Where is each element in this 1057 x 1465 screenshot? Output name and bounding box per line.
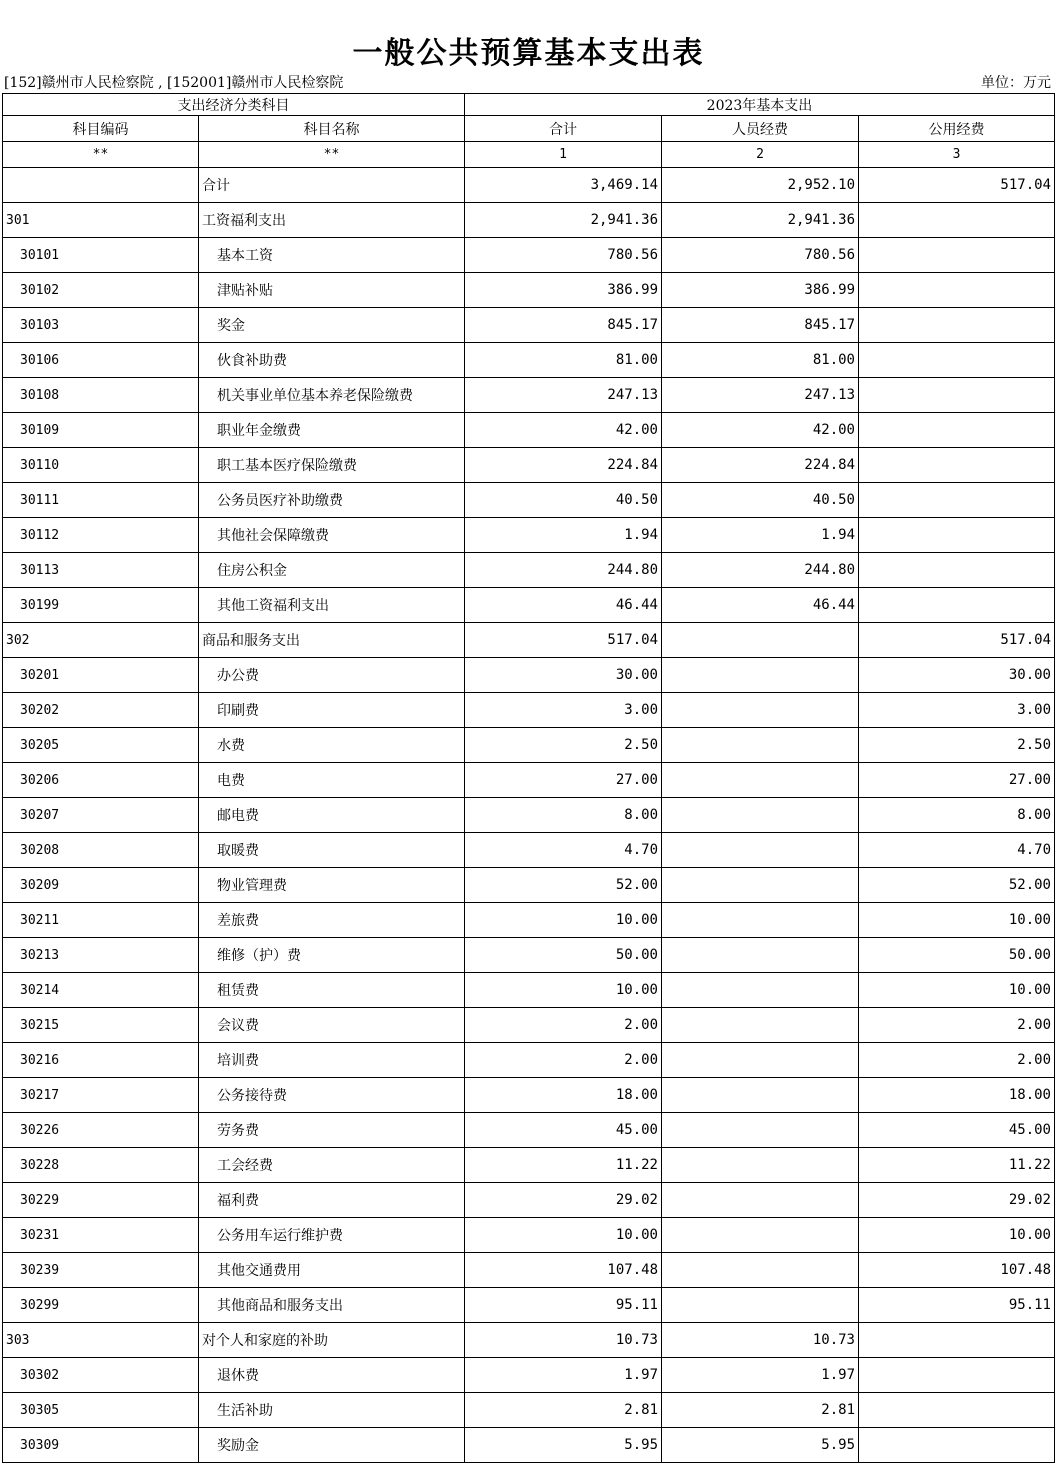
table-row [3,1113,1055,1148]
cell-total: 247.13 [465,378,662,413]
table-row [3,238,1055,273]
cell-total: 27.00 [465,763,662,798]
cell-public [859,273,1055,308]
table-row [3,938,1055,973]
cell-total: 4.70 [465,833,662,868]
cell-code: 30213 [3,938,199,973]
cell-name: 办公费 [199,658,465,693]
cell-code: 30109 [3,413,199,448]
cell-name: 机关事业单位基本养老保险缴费 [199,378,465,413]
cell-public [859,1358,1055,1393]
header-group-basic-expense: 2023年基本支出 [465,94,1055,116]
cell-name: 奖励金 [199,1428,465,1463]
header-total: 合计 [465,116,662,142]
table-row [3,1148,1055,1183]
cell-name: 工会经费 [199,1148,465,1183]
cell-name: 电费 [199,763,465,798]
table-row [3,518,1055,553]
table-row [3,483,1055,518]
table-row [3,1253,1055,1288]
cell-code: 30111 [3,483,199,518]
cell-public: 11.22 [859,1148,1055,1183]
cell-name: 其他交通费用 [199,1253,465,1288]
table-row [3,168,1055,203]
cell-public: 10.00 [859,973,1055,1008]
cell-name: 生活补助 [199,1393,465,1428]
header-code: 科目编码 [3,116,199,142]
cell-name: 福利费 [199,1183,465,1218]
cell-code: 30302 [3,1358,199,1393]
cell-personnel [662,1148,859,1183]
cell-personnel [662,868,859,903]
cell-name: 职工基本医疗保险缴费 [199,448,465,483]
table-row [3,868,1055,903]
cell-name: 水费 [199,728,465,763]
cell-personnel: 2,952.10 [662,168,859,203]
table-row [3,693,1055,728]
cell-personnel: 780.56 [662,238,859,273]
table-row [3,1183,1055,1218]
cell-public: 4.70 [859,833,1055,868]
cell-total: 386.99 [465,273,662,308]
cell-total: 11.22 [465,1148,662,1183]
cell-personnel [662,1253,859,1288]
cell-personnel [662,973,859,1008]
cell-name: 奖金 [199,308,465,343]
cell-total: 42.00 [465,413,662,448]
cell-code: 30113 [3,553,199,588]
cell-total: 95.11 [465,1288,662,1323]
subheader-line [2,70,1053,92]
cell-name: 会议费 [199,1008,465,1043]
cell-name: 职业年金缴费 [199,413,465,448]
header-personnel: 人员经费 [662,116,859,142]
table-row [3,798,1055,833]
cell-total: 10.73 [465,1323,662,1358]
cell-code [3,168,199,203]
cell-total: 5.95 [465,1428,662,1463]
cell-public: 50.00 [859,938,1055,973]
cell-personnel: 1.97 [662,1358,859,1393]
cell-code: 30217 [3,1078,199,1113]
table-body [3,168,1055,1463]
cell-name: 基本工资 [199,238,465,273]
table-row [3,203,1055,238]
cell-code: 30305 [3,1393,199,1428]
table-row [3,343,1055,378]
cell-name: 邮电费 [199,798,465,833]
header-public: 公用经费 [859,116,1055,142]
cell-code: 30207 [3,798,199,833]
header-row-group [3,94,1055,116]
cell-name: 退休费 [199,1358,465,1393]
cell-public: 30.00 [859,658,1055,693]
cell-public [859,1393,1055,1428]
cell-total: 2.81 [465,1393,662,1428]
cell-code: 30229 [3,1183,199,1218]
cell-total: 30.00 [465,658,662,693]
cell-personnel [662,798,859,833]
table-row [3,1288,1055,1323]
cell-public [859,238,1055,273]
cell-public [859,553,1055,588]
cell-name: 其他商品和服务支出 [199,1288,465,1323]
cell-code: 30201 [3,658,199,693]
table-row [3,1218,1055,1253]
cell-personnel [662,1078,859,1113]
cell-public: 107.48 [859,1253,1055,1288]
cell-name: 取暖费 [199,833,465,868]
cell-public [859,588,1055,623]
table-row [3,413,1055,448]
cell-name: 物业管理费 [199,868,465,903]
cell-public: 18.00 [859,1078,1055,1113]
cell-code: 301 [3,203,199,238]
cell-code: 30102 [3,273,199,308]
cell-personnel: 40.50 [662,483,859,518]
cell-code: 30211 [3,903,199,938]
cell-code: 30231 [3,1218,199,1253]
cell-total: 10.00 [465,973,662,1008]
cell-public: 517.04 [859,623,1055,658]
cell-public: 45.00 [859,1113,1055,1148]
cell-code: 30108 [3,378,199,413]
cell-total: 52.00 [465,868,662,903]
page-title: 一般公共预算基本支出表 [352,36,705,71]
table-row [3,903,1055,938]
cell-total: 3.00 [465,693,662,728]
cell-personnel [662,658,859,693]
cell-code: 30106 [3,343,199,378]
cell-personnel: 10.73 [662,1323,859,1358]
cell-personnel [662,1113,859,1148]
table-row [3,1358,1055,1393]
cell-personnel [662,1043,859,1078]
cell-name: 其他社会保障缴费 [199,518,465,553]
cell-public [859,518,1055,553]
cell-personnel [662,938,859,973]
cell-public: 10.00 [859,903,1055,938]
cell-personnel: 244.80 [662,553,859,588]
table-row [3,448,1055,483]
table-row [3,1043,1055,1078]
cell-name: 津贴补贴 [199,273,465,308]
cell-total: 40.50 [465,483,662,518]
cell-name: 其他工资福利支出 [199,588,465,623]
cell-personnel [662,903,859,938]
cell-public: 52.00 [859,868,1055,903]
cell-code: 30202 [3,693,199,728]
cell-code: 30214 [3,973,199,1008]
cell-total: 10.00 [465,903,662,938]
cell-total: 2.50 [465,728,662,763]
cell-name: 公务用车运行维护费 [199,1218,465,1253]
table-row [3,553,1055,588]
cell-code: 30206 [3,763,199,798]
cell-name: 工资福利支出 [199,203,465,238]
cell-public [859,1428,1055,1463]
cell-public: 29.02 [859,1183,1055,1218]
cell-total: 2,941.36 [465,203,662,238]
table-row [3,1428,1055,1463]
cell-name: 商品和服务支出 [199,623,465,658]
cell-code: 30299 [3,1288,199,1323]
cell-public: 517.04 [859,168,1055,203]
cell-total: 10.00 [465,1218,662,1253]
cell-code: 30199 [3,588,199,623]
cell-personnel: 247.13 [662,378,859,413]
cell-total: 244.80 [465,553,662,588]
cell-code: 30226 [3,1113,199,1148]
cell-name: 培训费 [199,1043,465,1078]
organization-label: [152]赣州市人民检察院 , [152001]赣州市人民检察院 [4,75,344,91]
cell-total: 8.00 [465,798,662,833]
cell-total: 81.00 [465,343,662,378]
cell-name: 劳务费 [199,1113,465,1148]
table-row [3,588,1055,623]
cell-code: 30110 [3,448,199,483]
budget-table [2,93,1055,1463]
cell-total: 1.97 [465,1358,662,1393]
table-row [3,1393,1055,1428]
cell-personnel: 386.99 [662,273,859,308]
cell-total: 2.00 [465,1008,662,1043]
cell-personnel: 5.95 [662,1428,859,1463]
table-row [3,623,1055,658]
cell-total: 29.02 [465,1183,662,1218]
table-row [3,1078,1055,1113]
cell-public: 10.00 [859,1218,1055,1253]
cell-total: 46.44 [465,588,662,623]
table-row [3,1008,1055,1043]
cell-personnel [662,1288,859,1323]
cell-total: 45.00 [465,1113,662,1148]
table-row [3,308,1055,343]
cell-name: 差旅费 [199,903,465,938]
cell-personnel: 2.81 [662,1393,859,1428]
index-total: 1 [465,142,662,168]
table-row [3,973,1055,1008]
cell-total: 3,469.14 [465,168,662,203]
cell-public [859,1323,1055,1358]
cell-code: 30101 [3,238,199,273]
table-row [3,658,1055,693]
header-row-index [3,142,1055,168]
cell-personnel [662,1183,859,1218]
cell-public: 3.00 [859,693,1055,728]
cell-personnel: 1.94 [662,518,859,553]
index-name: ** [199,142,465,168]
table-row [3,1323,1055,1358]
cell-code: 30112 [3,518,199,553]
cell-public [859,378,1055,413]
table-row [3,833,1055,868]
cell-name: 住房公积金 [199,553,465,588]
cell-public [859,203,1055,238]
cell-total: 50.00 [465,938,662,973]
index-code: ** [3,142,199,168]
cell-code: 30103 [3,308,199,343]
cell-total: 18.00 [465,1078,662,1113]
table-row [3,763,1055,798]
cell-personnel [662,1218,859,1253]
cell-total: 845.17 [465,308,662,343]
cell-personnel: 42.00 [662,413,859,448]
cell-public [859,343,1055,378]
cell-personnel: 2,941.36 [662,203,859,238]
cell-code: 303 [3,1323,199,1358]
cell-code: 30309 [3,1428,199,1463]
cell-public: 2.00 [859,1008,1055,1043]
cell-total: 1.94 [465,518,662,553]
unit-label: 单位：万元 [981,75,1051,91]
cell-personnel [662,833,859,868]
cell-name: 印刷费 [199,693,465,728]
cell-public: 8.00 [859,798,1055,833]
cell-public: 95.11 [859,1288,1055,1323]
cell-total: 517.04 [465,623,662,658]
cell-personnel: 46.44 [662,588,859,623]
cell-name: 伙食补助费 [199,343,465,378]
cell-total: 107.48 [465,1253,662,1288]
cell-code: 30208 [3,833,199,868]
cell-name: 合计 [199,168,465,203]
cell-name: 公务接待费 [199,1078,465,1113]
cell-name: 公务员医疗补助缴费 [199,483,465,518]
cell-code: 30209 [3,868,199,903]
table-row [3,728,1055,763]
index-public: 3 [859,142,1055,168]
cell-personnel [662,693,859,728]
table-row [3,273,1055,308]
cell-code: 30205 [3,728,199,763]
cell-code: 30228 [3,1148,199,1183]
cell-total: 2.00 [465,1043,662,1078]
cell-public [859,413,1055,448]
cell-personnel: 224.84 [662,448,859,483]
cell-personnel [662,1008,859,1043]
cell-personnel [662,763,859,798]
table-row [3,378,1055,413]
index-personnel: 2 [662,142,859,168]
cell-public: 27.00 [859,763,1055,798]
cell-public [859,483,1055,518]
cell-total: 224.84 [465,448,662,483]
cell-code: 30215 [3,1008,199,1043]
cell-total: 780.56 [465,238,662,273]
cell-name: 对个人和家庭的补助 [199,1323,465,1358]
cell-personnel: 845.17 [662,308,859,343]
cell-public: 2.50 [859,728,1055,763]
cell-personnel [662,623,859,658]
header-row-columns [3,116,1055,142]
cell-personnel [662,728,859,763]
cell-public: 2.00 [859,1043,1055,1078]
cell-public [859,448,1055,483]
cell-code: 302 [3,623,199,658]
header-name: 科目名称 [199,116,465,142]
cell-code: 30239 [3,1253,199,1288]
cell-code: 30216 [3,1043,199,1078]
cell-public [859,308,1055,343]
cell-name: 维修（护）费 [199,938,465,973]
cell-name: 租赁费 [199,973,465,1008]
header-group-economic-class: 支出经济分类科目 [3,94,465,116]
cell-personnel: 81.00 [662,343,859,378]
